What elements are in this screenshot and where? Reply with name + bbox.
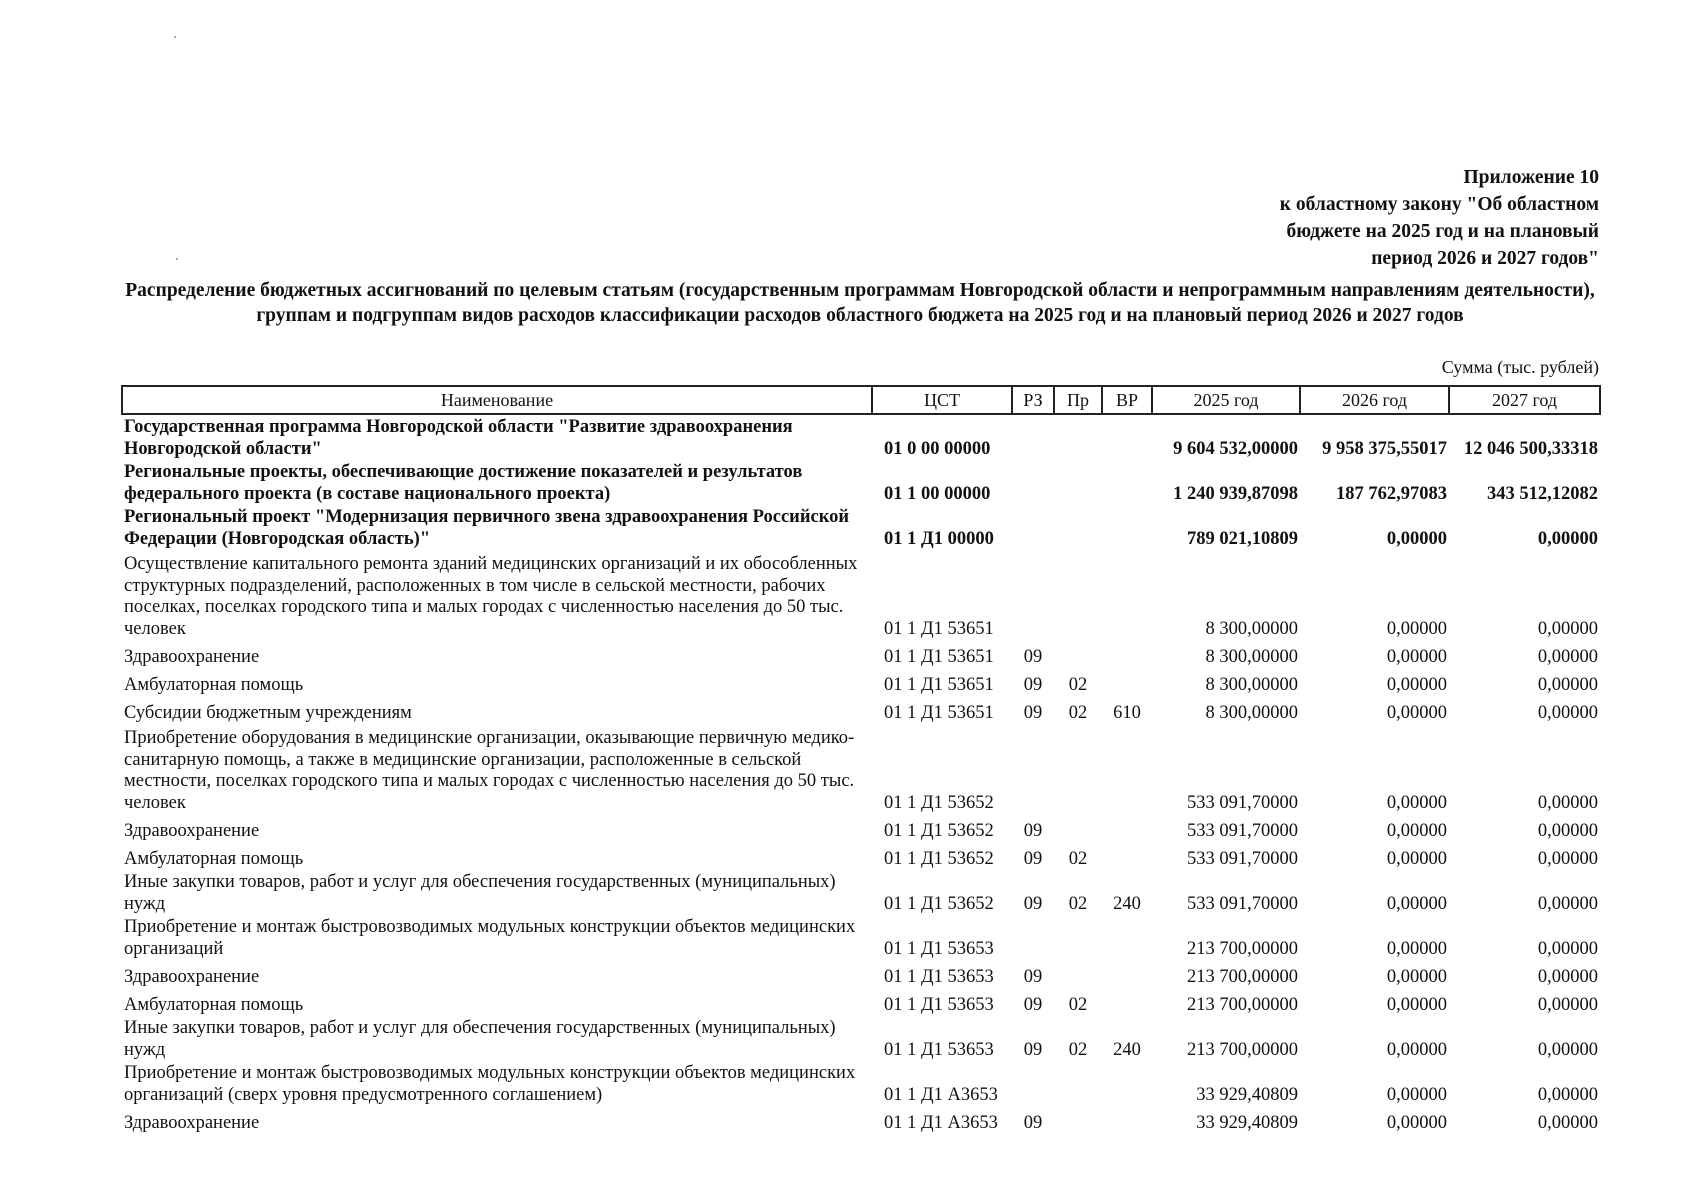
row-rz: 09 bbox=[1023, 893, 1043, 914]
row-vr bbox=[1102, 1106, 1152, 1134]
table-row bbox=[122, 724, 1600, 814]
row-rz: 09 bbox=[1023, 646, 1043, 667]
row-pr bbox=[1054, 915, 1102, 960]
table-row bbox=[122, 460, 1600, 505]
row-2025: 533 091,70000 bbox=[1187, 893, 1298, 914]
row-name: Иные закупки товаров, работ и услуг для обеспечения государственных (муниципальных) нужд bbox=[124, 872, 836, 914]
row-pr bbox=[1054, 460, 1102, 505]
table-row bbox=[122, 696, 1600, 724]
row-name: Приобретение оборудования в медицинские организации, оказывающие первичную медико-санитарную помощь, а также в медицинские организации, расположенные в сельской местности, поселках городского типа и малых городах с численностью населения до 50 тыс. человек bbox=[124, 728, 855, 813]
row-vr bbox=[1102, 814, 1152, 842]
row-2025: 789 021,10809 bbox=[1187, 528, 1298, 549]
row-pr bbox=[1054, 414, 1102, 460]
appendix-line: Приложение 10 bbox=[1463, 167, 1599, 188]
row-2025: 1 240 939,87098 bbox=[1173, 483, 1298, 504]
row-pr: 02 bbox=[1068, 702, 1088, 723]
row-pr: 02 bbox=[1068, 1039, 1088, 1060]
row-cst: 01 1 Д1 53652 bbox=[884, 820, 994, 841]
row-rz: 09 bbox=[1023, 702, 1043, 723]
row-vr: 610 bbox=[1113, 702, 1141, 723]
row-vr bbox=[1102, 640, 1152, 668]
row-cst: 01 1 Д1 53652 bbox=[884, 848, 994, 869]
row-cst: 01 1 Д1 00000 bbox=[884, 528, 994, 549]
row-cst: 01 1 Д1 53652 bbox=[884, 893, 994, 914]
row-vr: 240 bbox=[1113, 893, 1141, 914]
row-pr bbox=[1054, 1106, 1102, 1134]
row-2027: 0,00000 bbox=[1537, 893, 1598, 914]
header-vr: ВР bbox=[1102, 386, 1152, 414]
header-2025: 2025 год bbox=[1152, 386, 1300, 414]
table-row bbox=[122, 1016, 1600, 1061]
row-name: Здравоохранение bbox=[124, 966, 260, 987]
row-name: Осуществление капитального ремонта зданий медицинских организаций и их обособленных структурных подразделений, расположенных в том числе в сельской местности, рабочих поселках, поселках городского типа и малых городах с численностью населения до 50 тыс. человек bbox=[124, 554, 858, 639]
row-2027: 0,00000 bbox=[1537, 792, 1598, 813]
row-pr: 02 bbox=[1068, 848, 1088, 869]
row-2026: 0,00000 bbox=[1386, 820, 1447, 841]
table-row bbox=[122, 960, 1600, 988]
row-name: Здравоохранение bbox=[124, 1112, 260, 1133]
scan-speck bbox=[174, 36, 176, 38]
row-cst: 01 1 Д1 53651 bbox=[884, 702, 994, 723]
row-2026: 0,00000 bbox=[1386, 1112, 1447, 1133]
row-rz: 09 bbox=[1023, 848, 1043, 869]
header-2026: 2026 год bbox=[1300, 386, 1449, 414]
row-2025: 213 700,00000 bbox=[1187, 994, 1298, 1015]
row-vr bbox=[1102, 505, 1152, 550]
row-2025: 533 091,70000 bbox=[1187, 848, 1298, 869]
row-rz bbox=[1012, 1061, 1054, 1106]
header-pr: Пр bbox=[1054, 386, 1102, 414]
table-row bbox=[122, 505, 1600, 550]
row-vr bbox=[1102, 724, 1152, 814]
row-2027: 0,00000 bbox=[1537, 674, 1598, 695]
row-2026: 0,00000 bbox=[1386, 848, 1447, 869]
row-pr bbox=[1054, 640, 1102, 668]
row-2027: 0,00000 bbox=[1537, 820, 1598, 841]
row-vr bbox=[1102, 915, 1152, 960]
row-name: Амбулаторная помощь bbox=[124, 848, 304, 869]
row-cst: 01 1 Д1 53653 bbox=[884, 994, 994, 1015]
row-pr bbox=[1054, 1061, 1102, 1106]
table-row bbox=[122, 915, 1600, 960]
row-vr bbox=[1102, 988, 1152, 1016]
row-2026: 0,00000 bbox=[1386, 702, 1447, 723]
row-2026: 0,00000 bbox=[1386, 893, 1447, 914]
row-rz bbox=[1012, 724, 1054, 814]
row-2027: 0,00000 bbox=[1537, 938, 1598, 959]
row-2027: 0,00000 bbox=[1537, 1112, 1598, 1133]
table-header-row bbox=[122, 386, 1600, 414]
row-rz bbox=[1012, 414, 1054, 460]
row-pr: 02 bbox=[1068, 994, 1088, 1015]
row-rz bbox=[1012, 915, 1054, 960]
table-row bbox=[122, 988, 1600, 1016]
row-cst: 01 1 Д1 53651 bbox=[884, 674, 994, 695]
row-2027: 0,00000 bbox=[1537, 966, 1598, 987]
row-vr: 240 bbox=[1113, 1039, 1141, 1060]
header-cst: ЦСТ bbox=[872, 386, 1012, 414]
row-2025: 213 700,00000 bbox=[1187, 1039, 1298, 1060]
row-pr bbox=[1054, 724, 1102, 814]
appendix-line: к областному закону "Об областном bbox=[1279, 194, 1599, 215]
table-row bbox=[122, 870, 1600, 915]
row-2025: 8 300,00000 bbox=[1205, 674, 1298, 695]
row-vr bbox=[1102, 414, 1152, 460]
appendix-line: период 2026 и 2027 годов" bbox=[1371, 248, 1599, 269]
appendix-line: бюджете на 2025 год и на плановый bbox=[1286, 221, 1599, 242]
row-vr bbox=[1102, 960, 1152, 988]
table-row bbox=[122, 640, 1600, 668]
row-2026: 0,00000 bbox=[1386, 966, 1447, 987]
row-cst: 01 1 Д1 53651 bbox=[884, 618, 994, 639]
document-title: Распределение бюджетных ассигнований по целевым статьям (государственным программам Новгородской области и непрограммным направлениям деятельности), группам и подгруппам видов расходов классификации расходов областного бюджета на 2025 год и на плановый период 2026 и 2027 годов bbox=[125, 280, 1595, 326]
row-rz: 09 bbox=[1023, 994, 1043, 1015]
row-vr bbox=[1102, 842, 1152, 870]
row-name: Амбулаторная помощь bbox=[124, 674, 304, 695]
row-2027: 0,00000 bbox=[1537, 848, 1598, 869]
row-2027: 0,00000 bbox=[1537, 528, 1598, 549]
row-rz bbox=[1012, 460, 1054, 505]
header-2027: 2027 год bbox=[1449, 386, 1600, 414]
table-row bbox=[122, 414, 1600, 460]
header-rz: РЗ bbox=[1012, 386, 1054, 414]
table-row bbox=[122, 1106, 1600, 1134]
row-2025: 533 091,70000 bbox=[1187, 792, 1298, 813]
row-rz: 09 bbox=[1023, 966, 1043, 987]
row-2025: 533 091,70000 bbox=[1187, 820, 1298, 841]
row-2027: 0,00000 bbox=[1537, 618, 1598, 639]
row-name: Иные закупки товаров, работ и услуг для обеспечения государственных (муниципальных) нужд bbox=[124, 1018, 836, 1060]
row-cst: 01 1 Д1 53653 bbox=[884, 938, 994, 959]
row-name: Субсидии бюджетным учреждениям bbox=[124, 702, 412, 723]
row-rz bbox=[1012, 505, 1054, 550]
row-2027: 12 046 500,33318 bbox=[1463, 438, 1598, 459]
budget-table bbox=[121, 385, 1601, 1134]
row-2027: 0,00000 bbox=[1537, 1084, 1598, 1105]
row-2026: 0,00000 bbox=[1386, 528, 1447, 549]
units-label: Сумма (тыс. рублей) bbox=[1441, 357, 1599, 377]
row-2025: 8 300,00000 bbox=[1205, 646, 1298, 667]
row-cst: 01 1 Д1 53653 bbox=[884, 966, 994, 987]
row-2025: 8 300,00000 bbox=[1205, 702, 1298, 723]
scan-speck bbox=[176, 258, 178, 260]
row-vr bbox=[1102, 1061, 1152, 1106]
row-2026: 0,00000 bbox=[1386, 674, 1447, 695]
row-2026: 0,00000 bbox=[1386, 994, 1447, 1015]
row-rz: 09 bbox=[1023, 820, 1043, 841]
appendix-note bbox=[1280, 164, 1599, 272]
row-2025: 213 700,00000 bbox=[1187, 966, 1298, 987]
header-name: Наименование bbox=[122, 386, 872, 414]
row-2025: 9 604 532,00000 bbox=[1173, 438, 1298, 459]
row-2027: 0,00000 bbox=[1537, 702, 1598, 723]
row-pr: 02 bbox=[1068, 674, 1088, 695]
row-2027: 343 512,12082 bbox=[1487, 483, 1598, 504]
row-2026: 0,00000 bbox=[1386, 1084, 1447, 1105]
row-name: Амбулаторная помощь bbox=[124, 994, 304, 1015]
row-pr: 02 bbox=[1068, 893, 1088, 914]
table-row bbox=[122, 550, 1600, 640]
row-name: Приобретение и монтаж быстровозводимых модульных конструкции объектов медицинских организаций bbox=[124, 917, 856, 959]
row-pr bbox=[1054, 505, 1102, 550]
row-pr bbox=[1054, 814, 1102, 842]
row-rz: 09 bbox=[1023, 1112, 1043, 1133]
row-2025: 33 929,40809 bbox=[1196, 1084, 1298, 1105]
row-cst: 01 1 Д1 А3653 bbox=[884, 1112, 998, 1133]
row-2025: 8 300,00000 bbox=[1205, 618, 1298, 639]
row-2026: 0,00000 bbox=[1386, 646, 1447, 667]
row-name: Государственная программа Новгородской области "Развитие здравоохранения Новгородской области" bbox=[124, 417, 793, 459]
row-cst: 01 1 Д1 А3653 bbox=[884, 1084, 998, 1105]
row-2026: 0,00000 bbox=[1386, 792, 1447, 813]
row-cst: 01 1 00 00000 bbox=[884, 483, 991, 504]
row-name: Региональный проект "Модернизация первичного звена здравоохранения Российской Федерации (Новгородская область)" bbox=[124, 507, 850, 549]
row-name: Приобретение и монтаж быстровозводимых модульных конструкции объектов медицинских организаций (сверх уровня предусмотренного соглашением) bbox=[124, 1063, 856, 1105]
row-name: Региональные проекты, обеспечивающие достижение показателей и результатов федерального проекта (в составе национального проекта) bbox=[124, 462, 803, 504]
row-2026: 0,00000 bbox=[1386, 938, 1447, 959]
table-row bbox=[122, 814, 1600, 842]
row-2027: 0,00000 bbox=[1537, 1039, 1598, 1060]
row-2026: 187 762,97083 bbox=[1336, 483, 1447, 504]
row-2027: 0,00000 bbox=[1537, 994, 1598, 1015]
row-cst: 01 1 Д1 53652 bbox=[884, 792, 994, 813]
row-name: Здравоохранение bbox=[124, 820, 260, 841]
row-vr bbox=[1102, 668, 1152, 696]
table-row bbox=[122, 668, 1600, 696]
row-cst: 01 1 Д1 53653 bbox=[884, 1039, 994, 1060]
row-name: Здравоохранение bbox=[124, 646, 260, 667]
row-2026: 0,00000 bbox=[1386, 618, 1447, 639]
row-rz: 09 bbox=[1023, 1039, 1043, 1060]
row-2025: 33 929,40809 bbox=[1196, 1112, 1298, 1133]
row-pr bbox=[1054, 960, 1102, 988]
row-vr bbox=[1102, 460, 1152, 505]
row-rz: 09 bbox=[1023, 674, 1043, 695]
table-row bbox=[122, 1061, 1600, 1106]
row-2026: 0,00000 bbox=[1386, 1039, 1447, 1060]
row-cst: 01 1 Д1 53651 bbox=[884, 646, 994, 667]
row-2027: 0,00000 bbox=[1537, 646, 1598, 667]
row-cst: 01 0 00 00000 bbox=[884, 438, 991, 459]
row-rz bbox=[1012, 550, 1054, 640]
row-vr bbox=[1102, 550, 1152, 640]
row-2026: 9 958 375,55017 bbox=[1322, 438, 1447, 459]
row-pr bbox=[1054, 550, 1102, 640]
row-2025: 213 700,00000 bbox=[1187, 938, 1298, 959]
table-row bbox=[122, 842, 1600, 870]
